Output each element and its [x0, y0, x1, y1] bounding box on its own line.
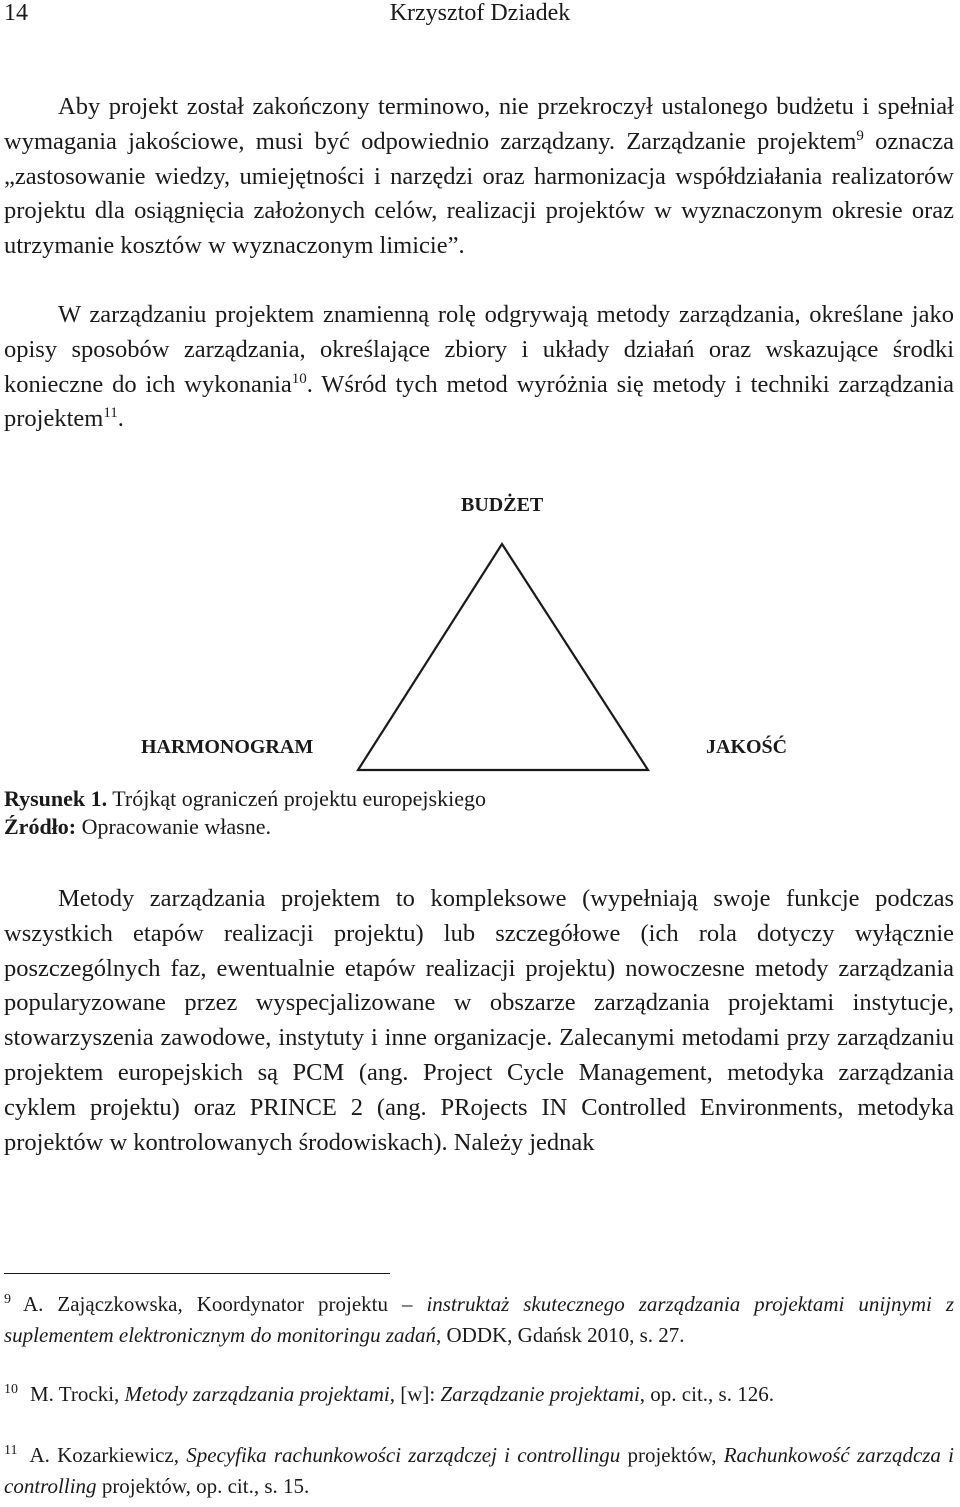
footnote-11-title: Specyfika rachunkowości zarządczej i controllingu [186, 1443, 621, 1467]
paragraph-3 [4, 882, 954, 1160]
footnote-9-number: 9 [4, 1292, 11, 1307]
paragraph-1-text-b: oznacza „zastosowanie wiedzy, umiejętności i narzędzi oraz harmonizacja współdziałania realizatorów projektu dla osiągnięcia założonych celów, realizacji projektów w wyznaczonym okresie oraz utrzymanie kosztów w wyznaczonym limicie”. [4, 127, 954, 260]
figure-source-prefix: Źródło: [4, 814, 77, 839]
footnote-10-title: Metody zarządzania projektami [124, 1382, 390, 1406]
footnote-9-title: instruktaż skutecznego zarządzania projektami unijnymi z suplementem elektronicznym do monitoringu zadań [4, 1292, 954, 1347]
figure-label-quality: JAKOŚĆ [706, 736, 788, 758]
footnote-10 [4, 1379, 954, 1410]
footnote-11-text-a: A. Kozarkiewicz, [29, 1443, 187, 1467]
figure-label-schedule: HARMONOGRAM [141, 736, 314, 758]
triangle-shape [358, 544, 648, 770]
paragraph-2-text-c: . [117, 405, 124, 433]
paragraph-2-text-b: . Wśród tych metod wyróżnia się metody i techniki zarządzania projektem [4, 370, 955, 433]
footnote-10-title-b: Zarządzanie projektami [440, 1382, 640, 1406]
figure-caption [4, 784, 486, 814]
footnote-9 [4, 1289, 954, 1350]
footnote-10-text-c: , op. cit., s. 126. [639, 1382, 774, 1406]
footnote-11-number: 11 [4, 1443, 18, 1458]
page-header [0, 0, 960, 30]
figure-source-text: Opracowanie własne. [76, 814, 271, 839]
footnote-9-text-b: , ODDK, Gdańsk 2010, s. 27. [436, 1322, 685, 1347]
footnote-ref-10[interactable]: 10 [291, 370, 307, 387]
footnote-10-text-b: , [w]: [389, 1382, 441, 1406]
figure-source [4, 812, 271, 842]
footnote-10-number: 10 [4, 1382, 18, 1397]
figure-label-budget: BUDŻET [461, 494, 544, 516]
footnote-separator [4, 1273, 390, 1274]
footnote-ref-11[interactable]: 11 [103, 405, 118, 422]
paragraph-2 [4, 298, 954, 437]
footnote-9-text-a: A. Zajączkowska, Koordynator projektu – [23, 1292, 427, 1316]
footnote-11-title-b: Rachunkowość zarządcza i controlling [4, 1443, 954, 1498]
paragraph-1-text-a: Aby projekt został zakończony terminowo, nie przekroczył ustalonego budżetu i spełniał wymagania jakościowe, musi być odpowiednio zarządzany. Zarządzanie projektem [4, 93, 954, 155]
footnote-ref-9[interactable]: 9 [856, 127, 864, 144]
figure-caption-text: Trójkąt ograniczeń projektu europejskiego [107, 786, 486, 811]
constraint-triangle [350, 538, 660, 776]
footnote-11 [4, 1440, 954, 1501]
page-number: 14 [4, 0, 28, 26]
paragraph-1 [4, 90, 954, 264]
footnote-11-text-c: projektów, op. cit., s. 15. [96, 1473, 310, 1498]
footnote-10-text-a: M. Trocki, [30, 1382, 125, 1406]
figure-caption-prefix: Rysunek 1. [4, 786, 108, 811]
footnote-11-text-b: projektów, [620, 1443, 724, 1467]
paragraph-2-text-a: W zarządzaniu projektem znamienną rolę odgrywają metody zarządzania, określane jako opisy sposobów zarządzania, określające zbiory i układy działań oraz wskazujące środki konieczne do ich wykonania [4, 301, 954, 398]
running-head-author: Krzysztof Dziadek [389, 0, 571, 26]
paragraph-3-text: Metody zarządzania projektem to kompleksowe (wypełniają swoje funkcje podczas wszystkich etapów realizacji projektu) lub szczegółowe (ich rola dotyczy wyłącznie poszczególnych faz, ewentualnie etapów realizacji projektu) nowoczesne metody zarządzania popularyzowane przez wyspecjalizowane w obszarze zarządzania projektami instytucje, stowarzyszenia zawodowe, instytuty i inne organizacje. Zalecanymi metodami przy zarządzaniu projektem europejskich są PCM (ang. Project Cycle Management, metodyka zarządzania cyklem projektu) oraz PRINCE 2 (ang. PRojects IN Controlled Environments, metodyka projektów w kontrolowanych środowiskach). Należy jednak [4, 885, 954, 1156]
